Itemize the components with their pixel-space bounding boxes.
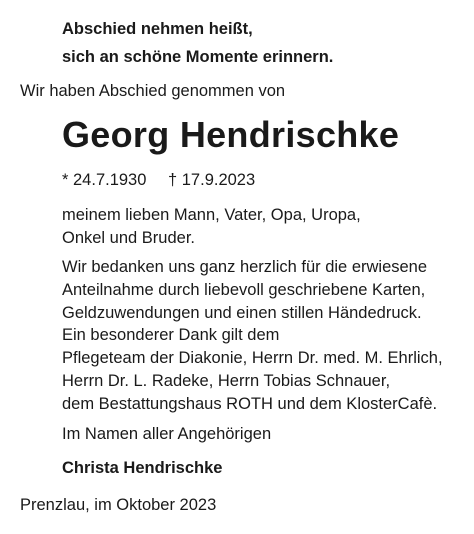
death-date: † 17.9.2023 xyxy=(168,171,256,189)
thanks-line: Geldzuwendungen und einen stillen Händedruck. xyxy=(62,303,422,322)
place-date: Prenzlau, im Oktober 2023 xyxy=(20,496,217,514)
thanks-line: Pflegeteam der Diakonie, Herrn Dr. med. M. Ehrlich, xyxy=(62,349,443,368)
life-dates xyxy=(62,171,256,189)
relation-line: Onkel und Bruder. xyxy=(62,228,195,247)
relation-line: meinem lieben Mann, Vater, Opa, Uropa, xyxy=(62,206,361,224)
thanks-line: Ein besonderer Dank gilt dem xyxy=(62,326,280,345)
signer-name: Christa Hendrischke xyxy=(62,459,223,477)
thanks-line: Anteilnahme durch liebevoll geschriebene Karten, xyxy=(62,280,426,299)
birth-date: * 24.7.1930 xyxy=(62,171,147,189)
motto-line-1: Abschied nehmen heißt, xyxy=(62,20,253,38)
thanks-line: Herrn Dr. L. Radeke, Herrn Tobias Schnauer, xyxy=(62,371,391,390)
intro-text: Wir haben Abschied genommen von xyxy=(20,82,286,100)
thanks-paragraph xyxy=(62,256,443,416)
closing-text: Im Namen aller Angehörigen xyxy=(62,425,272,443)
deceased-name: Georg Hendrischke xyxy=(62,114,400,155)
motto-line-2: sich an schöne Momente erinnern. xyxy=(62,48,334,66)
thanks-line: Wir bedanken uns ganz herzlich für die erwiesene xyxy=(62,258,428,276)
thanks-line: dem Bestattungshaus ROTH und dem KlosterCafè. xyxy=(62,394,438,413)
relation-paragraph xyxy=(62,204,361,250)
